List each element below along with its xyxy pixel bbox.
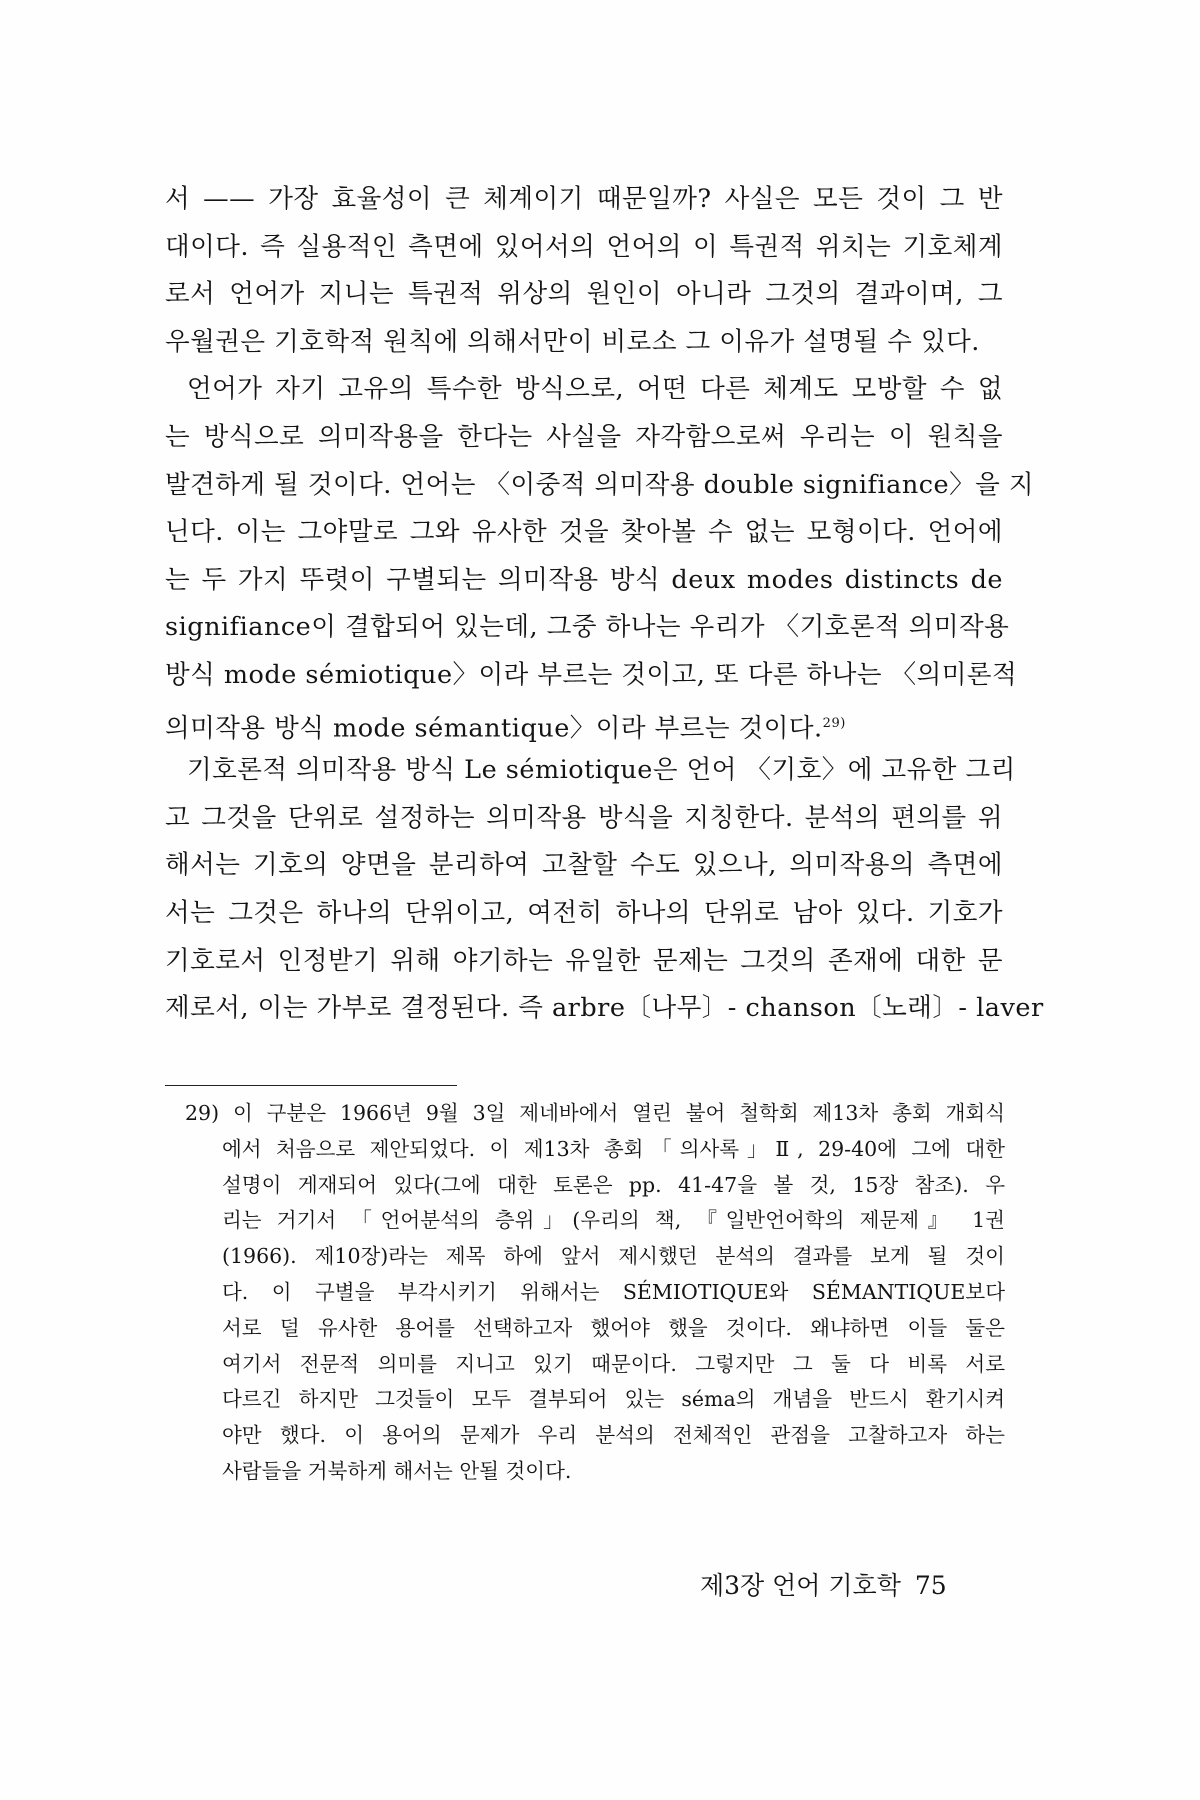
footnote-line: 29) 이 구분은 1966년 9월 3일 제네바에서 열린 불어 철학회 제13차 총회 개회식 bbox=[185, 1101, 1005, 1125]
body-line: 로서 언어가 지니는 특권적 위상의 원인이 아니라 그것의 결과이며, 그 bbox=[165, 279, 1003, 310]
body-line-text: 의미작용 방식 mode sémantique〉이라 부르는 것이다. bbox=[165, 713, 823, 744]
body-line: 기호론적 의미작용 방식 Le sémiotique은 언어 〈기호〉에 고유한 그리 bbox=[187, 755, 1016, 786]
footnote-line: 리는 거기서 「언어분석의 층위」(우리의 책, 『일반언어학의 제문제』 1권 bbox=[222, 1208, 1005, 1233]
body-line: 닌다. 이는 그야말로 그와 유사한 것을 찾아볼 수 없는 모형이다. 언어에 bbox=[165, 517, 1003, 548]
footnote-line: 사람들을 거북하게 해서는 안될 것이다. bbox=[222, 1458, 572, 1483]
body-line-with-footnote bbox=[165, 700, 1003, 748]
page-number: 75 bbox=[914, 1571, 947, 1600]
chapter-title: 제3장 언어 기호학 bbox=[700, 1571, 901, 1600]
footnote-line: (1966). 제10장)라는 제목 하에 앞서 제시했던 분석의 결과를 보게 될 것이 bbox=[222, 1244, 1005, 1269]
footnote-reference: 29) bbox=[822, 715, 846, 731]
body-line: signifiance이 결합되어 있는데, 그중 하나는 우리가 〈기호론적 의미작용 bbox=[165, 612, 1010, 643]
footnote-line: 에서 처음으로 제안되었다. 이 제13차 총회「의사록」Ⅱ, 29-40에 그에 대한 bbox=[222, 1136, 1005, 1161]
body-line: 는 방식으로 의미작용을 한다는 사실을 자각함으로써 우리는 이 원칙을 bbox=[165, 421, 1003, 452]
body-line: 서는 그것은 하나의 단위이고, 여전히 하나의 단위로 남아 있다. 기호가 bbox=[165, 897, 1003, 928]
page-footer bbox=[700, 1570, 947, 1602]
footnote-line: 야만 했다. 이 용어의 문제가 우리 분석의 전체적인 관점을 고찰하고자 하는 bbox=[222, 1423, 1005, 1448]
footnote-divider bbox=[165, 1085, 457, 1086]
footnote-line: 다. 이 구별을 부각시키기 위해서는 SÉMIOTIQUE와 SÉMANTIQUE보다 bbox=[222, 1279, 1005, 1304]
footnote-line: 다르긴 하지만 그것들이 모두 결부되어 있는 séma의 개념을 반드시 환기시켜 bbox=[222, 1387, 1005, 1412]
body-line: 고 그것을 단위로 설정하는 의미작용 방식을 지칭한다. 분석의 편의를 위 bbox=[165, 802, 1003, 833]
body-line: 제로서, 이는 가부로 결정된다. 즉 arbre〔나무〕- chanson〔노래〕- laver bbox=[165, 993, 1044, 1024]
footnote-line: 여기서 전문적 의미를 지니고 있기 때문이다. 그렇지만 그 둘 다 비록 서로 bbox=[222, 1351, 1005, 1376]
body-line: 언어가 자기 고유의 특수한 방식으로, 어떤 다른 체계도 모방할 수 없 bbox=[187, 374, 1003, 405]
footnote-line: 설명이 게재되어 있다(그에 대한 토론은 pp. 41-47을 볼 것, 15장 참조). 우 bbox=[222, 1172, 1005, 1197]
body-line: 기호로서 인정받기 위해 야기하는 유일한 문제는 그것의 존재에 대한 문 bbox=[165, 945, 1003, 976]
footnote bbox=[185, 1096, 1005, 1490]
body-line: 해서는 기호의 양면을 분리하여 고찰할 수도 있으나, 의미작용의 측면에 bbox=[165, 850, 1003, 881]
main-text bbox=[165, 176, 1044, 1033]
body-line: 발견하게 될 것이다. 언어는 〈이중적 의미작용 double signifiance〉을 지 bbox=[165, 469, 1035, 500]
body-line: 방식 mode sémiotique〉이라 부르는 것이고, 또 다른 하나는 〈의미론적 bbox=[165, 659, 1018, 690]
body-line: 대이다. 즉 실용적인 측면에 있어서의 언어의 이 특권적 위치는 기호체계 bbox=[165, 231, 1003, 262]
body-line: 서 —— 가장 효율성이 큰 체계이기 때문일까? 사실은 모든 것이 그 반 bbox=[165, 184, 1003, 214]
body-line: 는 두 가지 뚜렷이 구별되는 의미작용 방식 deux modes distincts de bbox=[165, 564, 1003, 595]
body-line: 우월권은 기호학적 원칙에 의해서만이 비로소 그 이유가 설명될 수 있다. bbox=[165, 326, 980, 357]
footnote-line: 서로 덜 유사한 용어를 선택하고자 했어야 했을 것이다. 왜냐하면 이들 둘은 bbox=[222, 1315, 1005, 1340]
